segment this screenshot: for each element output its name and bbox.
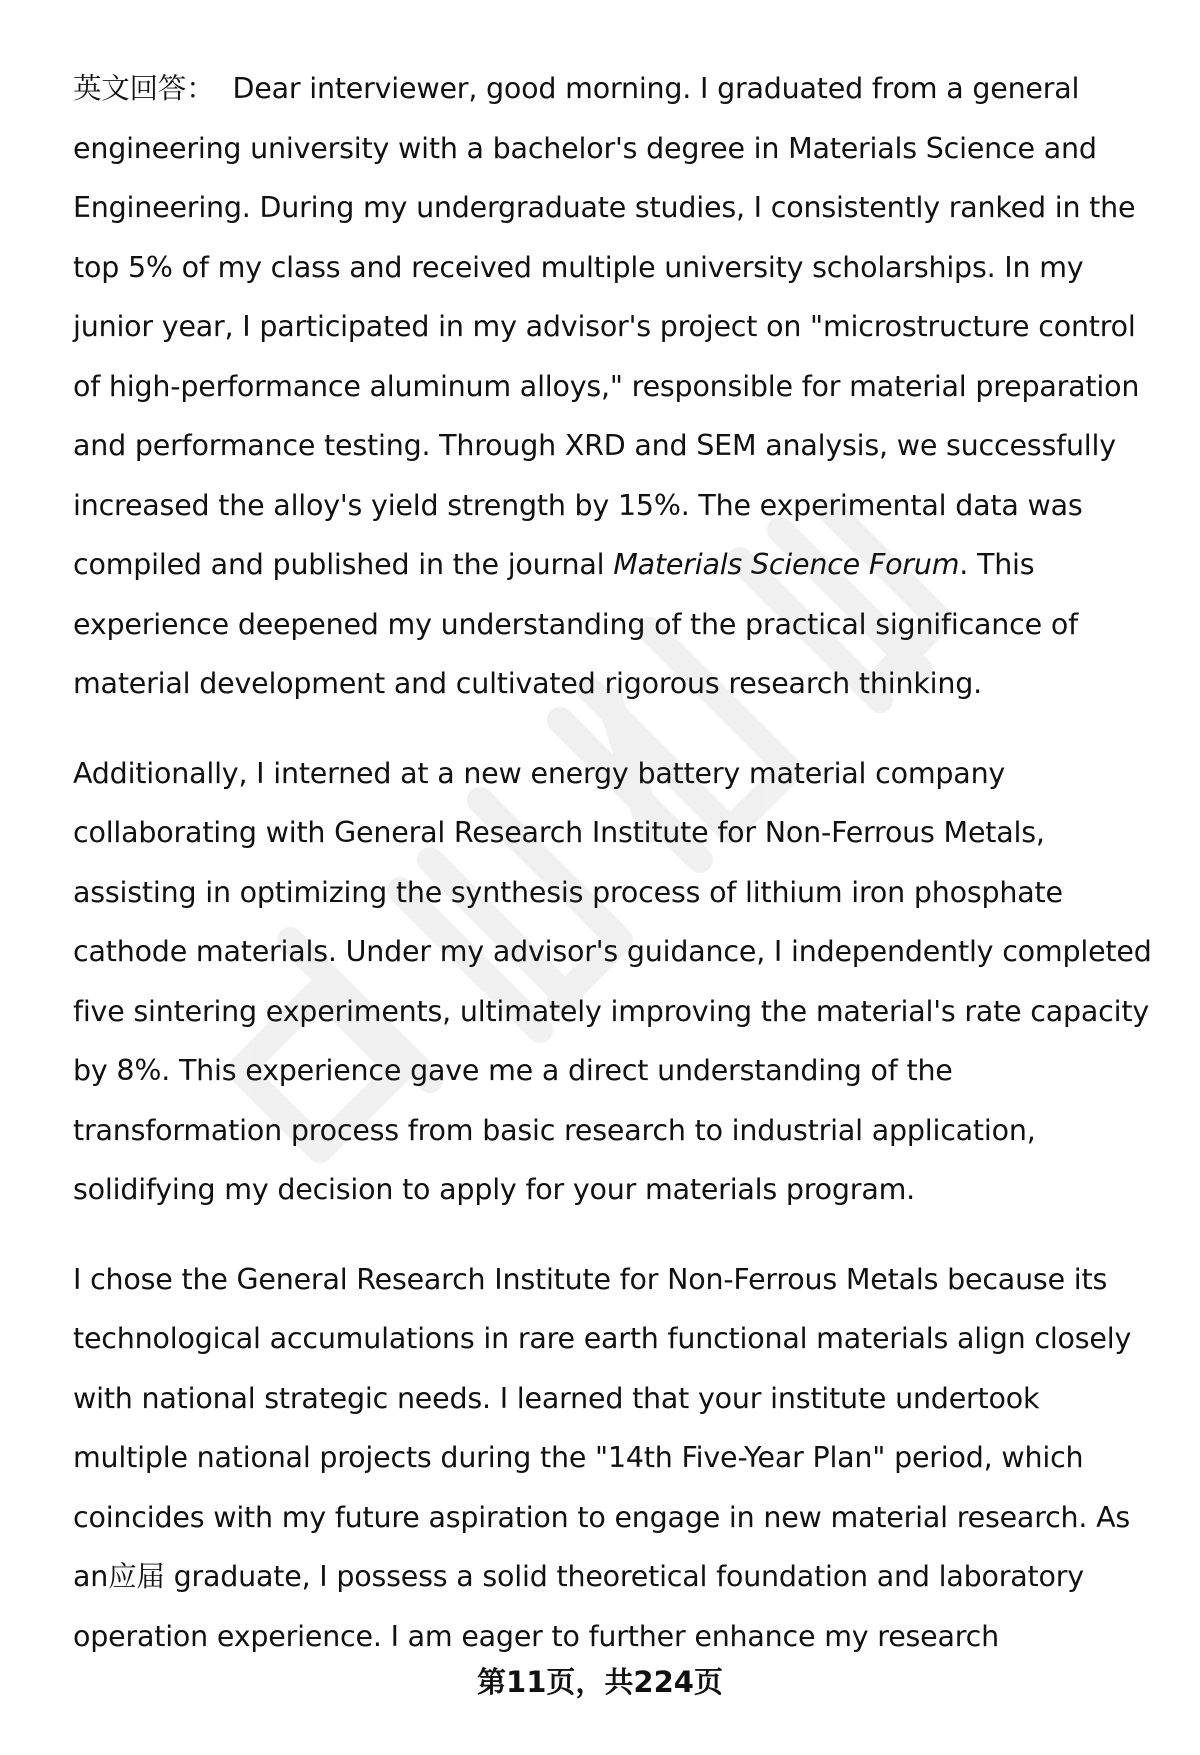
journal-title: Materials Science Forum: [613, 548, 960, 581]
paragraph-intro-text: Dear interviewer, good morning. I graduated from a general engineering university with a bachelor's degree in Materials Science and Engineering. During my undergraduate studies, I consistently ranked in the top 5% of my class and received multiple university scholarships. In my junior year, I participated in my advisor's project on "microstructure control of high-performance aluminum alloys," responsible for material preparation and performance testing. Through XRD and SEM analysis, we successfully increased the alloy's yield strength by 15%. The experimental data was compiled and published in the journal: [73, 72, 1140, 581]
paragraph-motivation: I chose the General Research Institute for Non-Ferrous Metals because its technological accumulations in rare earth functional materials align closely with national strategic needs. I learned that your institute undertook multiple national projects during the "14th Five-Year Plan" period, which coincides with my future aspiration to engage in new material research. As an应届 graduate, I possess a solid theoretical foundation and laboratory operation experience. I am eager to further enhance my research: [73, 1262, 1132, 1653]
paragraph-intro-tail: . This experience deepened my understanding of the practical significance of material development and cultivated rigorous research thinking.: [73, 548, 1078, 700]
paragraph-intro: [73, 59, 1153, 714]
paragraph-internship: Additionally, I interned at a new energy battery material company collaborating with General Research Institute for Non-Ferrous Metals, assisting in optimizing the synthesis process of lithium iron phosphate cathode materials. Under my advisor's guidance, I independently completed five sintering experiments, ultimately improving the material's rate capacity by 8%. This experience gave me a direct understanding of the transformation process from basic research to industrial application, solidifying my decision to apply for your materials program.: [73, 756, 1152, 1206]
page-number: 第11页，共224页: [477, 1665, 723, 1699]
answer-label: 英文回答：: [73, 72, 215, 105]
document-body: [73, 59, 1153, 1666]
